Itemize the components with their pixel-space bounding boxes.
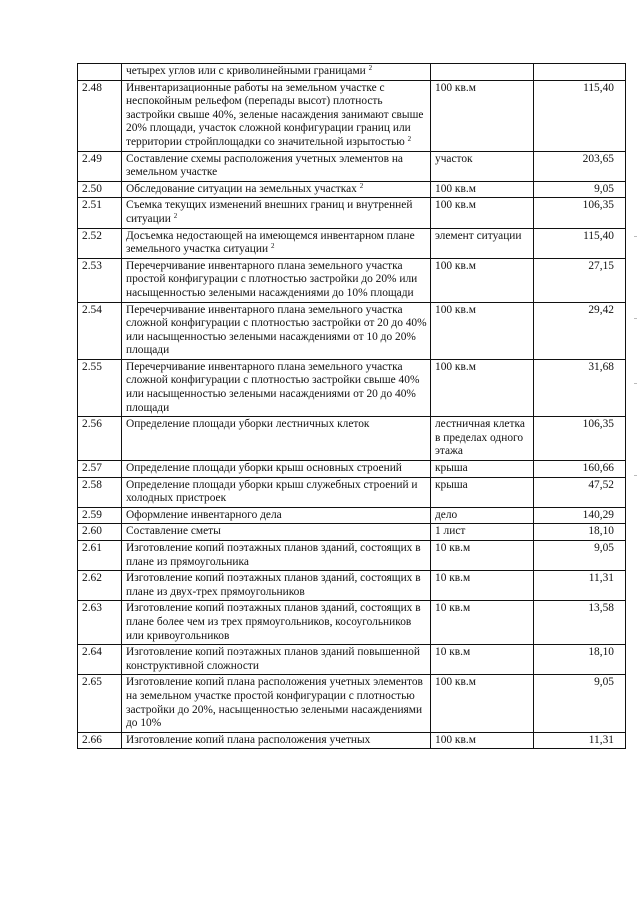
table-row — [78, 151, 626, 181]
table-row — [78, 675, 626, 732]
row-number: 2.61 — [78, 541, 122, 571]
row-number: 2.60 — [78, 524, 122, 541]
row-price: 31,68 — [588, 360, 614, 373]
row-description — [122, 64, 431, 81]
table-row — [78, 359, 626, 416]
row-unit: лестничная клетка в пределах одного этажа — [431, 417, 534, 461]
description-text: Досъемка недостающей на имеющемся инвентарном плане земельного участка ситуации — [126, 229, 415, 256]
table-row — [78, 507, 626, 524]
row-number: 2.56 — [78, 417, 122, 461]
row-price: 47,52 — [588, 478, 614, 491]
row-price: 9,05 — [594, 676, 614, 689]
row-description — [122, 461, 431, 478]
row-unit: 100 кв.м — [431, 80, 534, 151]
row-number: 2.63 — [78, 601, 122, 645]
row-price-cell — [534, 477, 626, 507]
row-price: 11,31 — [588, 572, 614, 585]
row-price: 27,15 — [588, 259, 614, 272]
description-text: Изготовление копий поэтажных планов зданий повышенной конструктивной сложности — [126, 646, 420, 672]
row-price: 106,35 — [582, 418, 614, 431]
row-price-cell — [534, 198, 626, 228]
row-number: 2.49 — [78, 151, 122, 181]
row-price-cell — [534, 228, 626, 258]
description-text: Составление схемы расположения учетных элементов на земельном участке — [126, 152, 403, 179]
row-price-cell — [534, 645, 626, 675]
row-price: 13,58 — [588, 602, 614, 615]
tariff-table-body — [78, 64, 626, 749]
row-price-cell — [534, 359, 626, 416]
row-price-cell — [534, 524, 626, 541]
row-price: 29,42 — [588, 303, 614, 316]
row-unit: дело — [431, 507, 534, 524]
row-unit: 100 кв.м — [431, 675, 534, 732]
row-price: 11,31 — [588, 733, 614, 746]
table-row — [78, 541, 626, 571]
row-number: 2.54 — [78, 302, 122, 359]
row-unit: 100 кв.м — [431, 181, 534, 198]
description-text: Составление сметы — [126, 525, 221, 538]
scan-mark — [634, 383, 637, 384]
row-unit: 100 кв.м — [431, 302, 534, 359]
row-price: 18,10 — [588, 646, 614, 659]
table-row — [78, 601, 626, 645]
scan-mark — [634, 318, 637, 319]
table-row — [78, 524, 626, 541]
footnote-marker: 2 — [368, 64, 373, 72]
table-row — [78, 80, 626, 151]
footnote-marker: 2 — [270, 242, 275, 251]
row-price: 115,40 — [583, 229, 614, 242]
description-text: четырех углов или с криволинейными границами — [126, 65, 366, 77]
row-unit: 100 кв.м — [431, 359, 534, 416]
description-text: Перечерчивание инвентарного плана земельного участка сложной конфигурации с плотностью застройки свыше 40% или насыщенностью зелеными насаждениями от 20 до 40% площади — [126, 360, 420, 414]
description-text: Перечерчивание инвентарного плана земельного участка простой конфигурации с плотностью застройки до 20% или насыщенностью зелеными насаждениями до 10% площади — [126, 259, 418, 299]
row-description — [122, 507, 431, 524]
row-price-cell — [534, 151, 626, 181]
table-row — [78, 64, 626, 81]
row-price: 140,29 — [582, 508, 614, 521]
row-number: 2.52 — [78, 228, 122, 258]
description-text: Изготовление копий плана расположения учетных элементов на земельном участке простой конфигурации с плотностью застройки до 20%, насыщенностью зелеными насаждениями до 10% — [126, 676, 423, 730]
row-price-cell — [534, 64, 626, 81]
row-unit: 100 кв.м — [431, 732, 534, 749]
row-description — [122, 645, 431, 675]
table-row — [78, 461, 626, 478]
row-unit: 10 кв.м — [431, 601, 534, 645]
row-description — [122, 477, 431, 507]
row-description — [122, 228, 431, 258]
row-price: 9,05 — [594, 182, 614, 195]
row-description — [122, 541, 431, 571]
row-price-cell — [534, 541, 626, 571]
row-number: 2.53 — [78, 258, 122, 302]
row-price-cell — [534, 732, 626, 749]
row-number: 2.51 — [78, 198, 122, 228]
row-number: 2.59 — [78, 507, 122, 524]
row-description — [122, 198, 431, 228]
row-price-cell — [534, 181, 626, 198]
row-price: 160,66 — [582, 462, 614, 475]
table-row — [78, 645, 626, 675]
row-price-cell — [534, 417, 626, 461]
row-unit: 100 кв.м — [431, 198, 534, 228]
row-price: 18,10 — [588, 525, 614, 538]
row-price-cell — [534, 80, 626, 151]
row-unit: 10 кв.м — [431, 571, 534, 601]
row-description — [122, 601, 431, 645]
footnote-marker: 2 — [407, 134, 412, 143]
tariff-table — [77, 63, 626, 749]
description-text: Изготовление копий поэтажных планов зданий, состоящих в плане из прямоугольника — [126, 542, 421, 568]
table-row — [78, 258, 626, 302]
row-number: 2.48 — [78, 80, 122, 151]
row-number: 2.50 — [78, 181, 122, 198]
row-number: 2.58 — [78, 477, 122, 507]
row-description — [122, 181, 431, 198]
row-unit: 10 кв.м — [431, 645, 534, 675]
row-number: 2.65 — [78, 675, 122, 732]
row-number — [78, 64, 122, 81]
row-description — [122, 151, 431, 181]
scan-mark — [634, 236, 637, 237]
row-unit: крыша — [431, 477, 534, 507]
description-text: Определение площади уборки лестничных клеток — [126, 418, 370, 431]
row-description — [122, 675, 431, 732]
description-text: Определение площади уборки крыш основных строений — [126, 462, 402, 475]
description-text: Съемка текущих изменений внешних границ и внутренней ситуации — [126, 199, 413, 225]
footnote-marker: 2 — [359, 181, 364, 190]
description-text: Изготовление копий плана расположения учетных — [126, 733, 371, 746]
description-text: Изготовление копий поэтажных планов зданий, состоящих в плане из двух-трех прямоугольников — [126, 572, 421, 598]
row-description — [122, 732, 431, 749]
scan-mark — [634, 475, 637, 476]
row-description — [122, 80, 431, 151]
row-description — [122, 302, 431, 359]
row-number: 2.62 — [78, 571, 122, 601]
row-unit — [431, 64, 534, 81]
row-price: 115,40 — [583, 81, 614, 94]
row-number: 2.55 — [78, 359, 122, 416]
row-price-cell — [534, 302, 626, 359]
row-number: 2.66 — [78, 732, 122, 749]
row-unit: 10 кв.м — [431, 541, 534, 571]
row-unit: участок — [431, 151, 534, 181]
description-text: Оформление инвентарного дела — [126, 508, 282, 521]
row-description — [122, 524, 431, 541]
row-number: 2.64 — [78, 645, 122, 675]
row-unit: элемент ситуации — [431, 228, 534, 258]
table-row — [78, 302, 626, 359]
row-price-cell — [534, 675, 626, 732]
footnote-marker: 2 — [173, 211, 178, 220]
row-price-cell — [534, 461, 626, 478]
row-unit: 1 лист — [431, 524, 534, 541]
row-price-cell — [534, 571, 626, 601]
row-description — [122, 417, 431, 461]
row-unit: крыша — [431, 461, 534, 478]
row-price-cell — [534, 507, 626, 524]
table-row — [78, 181, 626, 198]
table-row — [78, 198, 626, 228]
row-price-cell — [534, 601, 626, 645]
table-row — [78, 732, 626, 749]
row-price-cell — [534, 258, 626, 302]
row-price: 106,35 — [582, 199, 614, 212]
table-row — [78, 477, 626, 507]
row-description — [122, 571, 431, 601]
row-unit: 100 кв.м — [431, 258, 534, 302]
description-text: Инвентаризационные работы на земельном участке с неспокойным рельефом (перепады высот) плотность застройки свыше 40%, зеленые насаждения занимают свыше 20% площади, участок сложной конфигурации границ или территории стройплощадки со значительной изрытостью — [126, 81, 424, 148]
description-text: Перечерчивание инвентарного плана земельного участка сложной конфигурации с плотностью застройки от 20 до 40% или насыщенностью зелеными насаждениями от 10 до 20% площади — [126, 303, 427, 357]
table-row — [78, 417, 626, 461]
row-description — [122, 258, 431, 302]
row-number: 2.57 — [78, 461, 122, 478]
description-text: Обследование ситуации на земельных участках — [126, 182, 357, 195]
table-row — [78, 228, 626, 258]
table-row — [78, 571, 626, 601]
row-price: 203,65 — [582, 152, 614, 165]
row-price: 9,05 — [594, 542, 614, 554]
description-text: Определение площади уборки крыш служебных строений и холодных пристроек — [126, 478, 418, 505]
row-description — [122, 359, 431, 416]
description-text: Изготовление копий поэтажных планов зданий, состоящих в плане более чем из трех прямоугольников, косоугольников или кривоугольников — [126, 602, 421, 642]
